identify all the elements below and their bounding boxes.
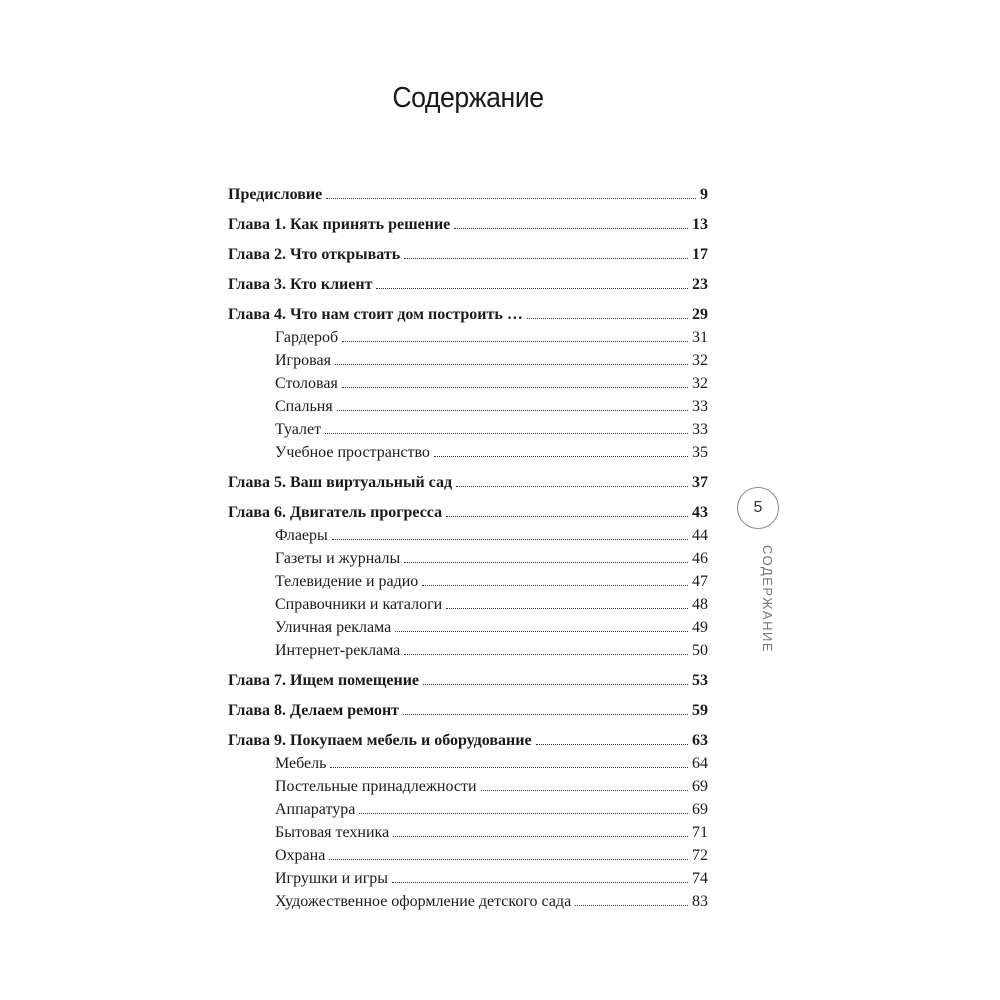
dot-leader [325, 432, 688, 434]
toc-entry-page: 37 [692, 474, 708, 491]
toc-entry-title: Туалет [275, 421, 322, 438]
toc-entry-title: Глава 2. Что открывать [228, 246, 401, 263]
dot-leader [395, 630, 688, 632]
dot-leader [392, 881, 688, 883]
dot-leader [404, 653, 688, 655]
toc-section-entry[interactable] [228, 752, 708, 775]
toc-section-entry[interactable] [228, 372, 708, 395]
dot-leader [536, 743, 688, 745]
toc-chapter-entry[interactable] [228, 244, 708, 266]
dot-leader [359, 812, 688, 814]
dot-leader [342, 340, 688, 342]
toc-entry-page: 46 [692, 550, 708, 567]
toc-entry-title: Игрушки и игры [275, 870, 388, 887]
toc-entry-page: 43 [692, 504, 708, 521]
toc-entry-page: 13 [692, 216, 708, 233]
toc-chapter-entry[interactable] [228, 184, 708, 206]
page-title: Содержание [392, 82, 544, 114]
toc-entry-title: Спальня [275, 398, 333, 415]
toc-section-entry[interactable] [228, 418, 708, 441]
toc-entry-page: 17 [692, 246, 708, 263]
toc-entry-page: 63 [692, 732, 708, 749]
toc-section-entry[interactable] [228, 844, 708, 867]
toc-section-entry[interactable] [228, 570, 708, 593]
toc-entry-title: Постельные принадлежности [275, 778, 477, 795]
toc-entry-page: 33 [692, 421, 708, 438]
toc-entry-title: Охрана [275, 847, 326, 864]
toc-entry-title: Газеты и журналы [275, 550, 401, 567]
toc-section-entry[interactable] [228, 441, 708, 464]
toc-gap [228, 236, 708, 244]
dot-leader [403, 713, 688, 715]
toc-gap [228, 464, 708, 472]
toc-entry-page: 47 [692, 573, 708, 590]
dot-leader [337, 409, 688, 411]
toc-entry-page: 48 [692, 596, 708, 613]
toc-entry-page: 69 [692, 801, 708, 818]
dot-leader [456, 485, 688, 487]
dot-leader [330, 766, 688, 768]
toc-entry-title: Уличная реклама [275, 619, 392, 636]
toc-entry-title: Глава 4. Что нам стоит дом построить … [228, 306, 523, 323]
toc-chapter-entry[interactable] [228, 472, 708, 494]
table-of-contents [228, 184, 708, 913]
toc-entry-page: 59 [692, 702, 708, 719]
toc-chapter-entry[interactable] [228, 274, 708, 296]
toc-gap [228, 662, 708, 670]
toc-entry-title: Интернет-реклама [275, 642, 401, 659]
toc-gap [228, 722, 708, 730]
toc-section-entry[interactable] [228, 890, 708, 913]
toc-gap [228, 266, 708, 274]
toc-entry-title: Справочники и каталоги [275, 596, 443, 613]
toc-entry-title: Глава 7. Ищем помещение [228, 672, 420, 689]
dot-leader [446, 515, 688, 517]
toc-chapter-entry[interactable] [228, 670, 708, 692]
toc-entry-title: Глава 5. Ваш виртуальный сад [228, 474, 453, 491]
toc-entry-page: 83 [692, 893, 708, 910]
toc-entry-page: 31 [692, 329, 708, 346]
dot-leader [335, 363, 688, 365]
toc-entry-page: 23 [692, 276, 708, 293]
toc-chapter-entry[interactable] [228, 730, 708, 752]
toc-section-entry[interactable] [228, 775, 708, 798]
toc-entry-title: Столовая [275, 375, 338, 392]
dot-leader [434, 455, 688, 457]
toc-entry-title: Аппаратура [275, 801, 356, 818]
dot-leader [393, 835, 688, 837]
toc-chapter-entry[interactable] [228, 304, 708, 326]
page-number: 5 [753, 499, 763, 516]
toc-entry-page: 74 [692, 870, 708, 887]
toc-chapter-entry[interactable] [228, 502, 708, 524]
toc-entry-title: Глава 6. Двигатель прогресса [228, 504, 443, 521]
toc-entry-page: 32 [692, 375, 708, 392]
toc-section-entry[interactable] [228, 798, 708, 821]
toc-gap [228, 206, 708, 214]
toc-entry-page: 53 [692, 672, 708, 689]
dot-leader [422, 584, 688, 586]
toc-section-entry[interactable] [228, 867, 708, 890]
toc-chapter-entry[interactable] [228, 700, 708, 722]
dot-leader [481, 789, 688, 791]
toc-entry-page: 64 [692, 755, 708, 772]
dot-leader [454, 227, 688, 229]
toc-section-entry[interactable] [228, 547, 708, 570]
toc-section-entry[interactable] [228, 639, 708, 662]
toc-chapter-entry[interactable] [228, 214, 708, 236]
toc-entry-title: Игровая [275, 352, 331, 369]
toc-entry-page: 44 [692, 527, 708, 544]
page-number-badge [737, 487, 779, 529]
toc-section-entry[interactable] [228, 349, 708, 372]
toc-entry-title: Глава 8. Делаем ремонт [228, 702, 400, 719]
dot-leader [527, 317, 688, 319]
toc-entry-page: 9 [700, 186, 708, 203]
dot-leader [575, 904, 688, 906]
toc-section-entry[interactable] [228, 616, 708, 639]
toc-entry-title: Флаеры [275, 527, 328, 544]
dot-leader [423, 683, 688, 685]
toc-section-entry[interactable] [228, 395, 708, 418]
toc-entry-page: 71 [692, 824, 708, 841]
toc-entry-title: Глава 1. Как принять решение [228, 216, 451, 233]
toc-entry-page: 69 [692, 778, 708, 795]
toc-entry-page: 32 [692, 352, 708, 369]
dot-leader [342, 386, 688, 388]
toc-entry-title: Гардероб [275, 329, 339, 346]
toc-entry-page: 49 [692, 619, 708, 636]
toc-entry-title: Художественное оформление детского сада [275, 893, 572, 910]
toc-entry-title: Бытовая техника [275, 824, 390, 841]
toc-gap [228, 296, 708, 304]
dot-leader [446, 607, 688, 609]
dot-leader [404, 257, 688, 259]
toc-entry-title: Глава 3. Кто клиент [228, 276, 373, 293]
dot-leader [404, 561, 688, 563]
toc-entry-title: Телевидение и радио [275, 573, 419, 590]
toc-entry-page: 50 [692, 642, 708, 659]
toc-gap [228, 494, 708, 502]
toc-entry-page: 35 [692, 444, 708, 461]
toc-entry-title: Мебель [275, 755, 327, 772]
running-head: СОДЕРЖАНИЕ [760, 545, 775, 654]
toc-entry-title: Учебное пространство [275, 444, 430, 461]
toc-section-entry[interactable] [228, 524, 708, 547]
toc-section-entry[interactable] [228, 326, 708, 349]
toc-entry-title: Предисловие [228, 186, 323, 203]
toc-gap [228, 692, 708, 700]
toc-entry-page: 72 [692, 847, 708, 864]
toc-section-entry[interactable] [228, 821, 708, 844]
toc-section-entry[interactable] [228, 593, 708, 616]
dot-leader [329, 858, 688, 860]
dot-leader [326, 197, 696, 199]
toc-entry-page: 29 [692, 306, 708, 323]
dot-leader [376, 287, 688, 289]
toc-entry-title: Глава 9. Покупаем мебель и оборудование [228, 732, 532, 749]
toc-entry-page: 33 [692, 398, 708, 415]
dot-leader [332, 538, 688, 540]
